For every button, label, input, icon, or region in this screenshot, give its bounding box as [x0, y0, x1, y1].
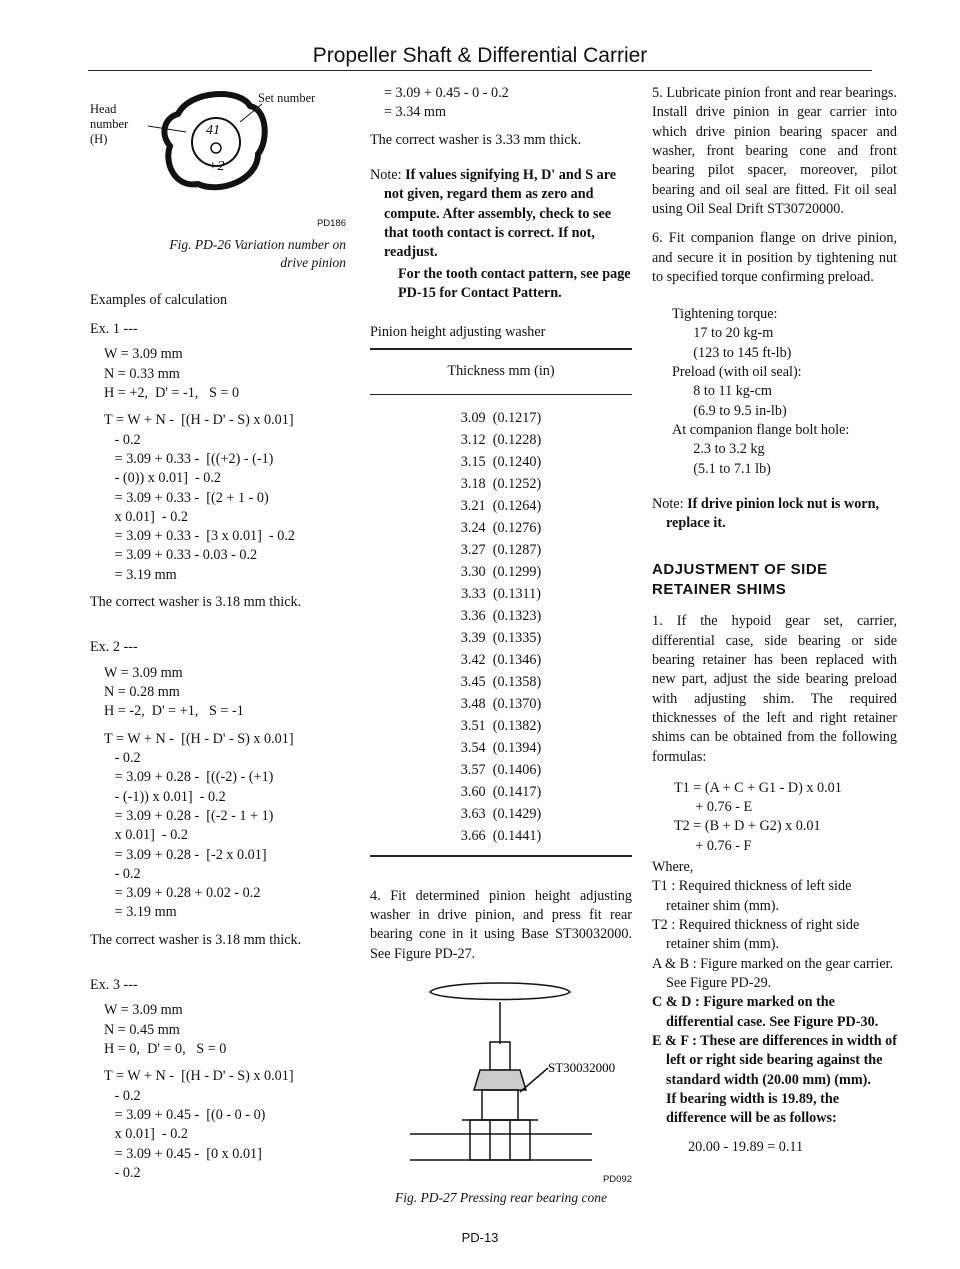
spec-line: Tightening torque:: [672, 306, 778, 323]
note-label: Note:: [652, 495, 684, 512]
example-title: Ex. 1 ---: [90, 321, 138, 338]
table-row: 3.39 (0.1335): [460, 629, 542, 646]
section-title: [652, 560, 897, 601]
example-result: The correct washer is 3.18 mm thick.: [90, 931, 302, 948]
calc-line: = 3.09 + 0.45 - [0 x 0.01]: [104, 1145, 262, 1162]
head-number-mark: +2: [208, 159, 225, 174]
calc-line: = 3.09 + 0.45 - [(0 - 0 - 0): [104, 1106, 266, 1123]
table-row: 3.42 (0.1346): [460, 651, 542, 668]
calc-line: T = W + N - [(H - D' - S) x 0.01]: [104, 730, 294, 747]
caption-line: Fig. PD-26 Variation number on: [169, 237, 346, 252]
definition-item: [652, 916, 897, 955]
definition-key: E & F: [652, 1032, 689, 1049]
calc-line: - (-1)) x 0.01] - 0.2: [104, 788, 226, 805]
calc-line: x 0.01] - 0.2: [104, 1126, 188, 1143]
step-4: 4. Fit determined pinion height adjusting washer in drive pinion, and press fit rear bearing cone in it using Base ST30032000. See Figure PD-27.: [370, 887, 632, 962]
table-row: 3.21 (0.1264): [460, 497, 542, 514]
example3-continued: [370, 84, 632, 123]
page-number: PD-13: [461, 1230, 499, 1245]
bearing-calc: 20.00 - 19.89 = 0.11: [688, 1139, 804, 1156]
tool-label: ST30032000: [548, 1060, 616, 1075]
figure-caption: [90, 236, 346, 273]
calc-line: - 0.2: [104, 1164, 141, 1181]
calc-line: = 3.09 + 0.33 - [3 x 0.01] - 0.2: [104, 528, 295, 545]
table-row: 3.09 (0.1217): [460, 409, 542, 426]
formula-line: + 0.76 - F: [674, 837, 752, 854]
step-1: 1. If the hypoid gear set, carrier, differential case, side bearing or side bearing retainer has been replaced with new part, adjust the side bearing preload with adjusting shim. The required thicknesses of the left and right retainer shims can be obtained from the following formulas:: [652, 613, 897, 765]
calc-line: = 3.09 + 0.28 + 0.02 - 0.2: [104, 885, 261, 902]
table-row: 3.63 (0.1429): [460, 805, 542, 822]
example-result: The correct washer is 3.33 mm thick.: [370, 131, 582, 148]
calc-line: = 3.09 + 0.28 - [(-2 - 1 + 1): [104, 807, 274, 824]
step-5: 5. Lubricate pinion front and rear bearings. Install drive pinion in gear carrier into which drive pinion bearing spacer and washer, front bearing cone and front bearing pilot spacer, moreover, pilot bearing and oil seal are fitted. Fit oil seal using Oil Seal Drift ST30720000.: [652, 85, 897, 217]
spec-line: 17 to 20 kg-m: [672, 325, 774, 342]
formula-line: + 0.76 - E: [674, 799, 753, 816]
table-title: Pinion height adjusting washer: [370, 324, 546, 341]
calc-line: = 3.34 mm: [384, 104, 446, 121]
header-rule: [88, 70, 872, 71]
definition-value: : Figure marked on the gear carrier. See Figure PD-29.: [666, 955, 894, 991]
calc-line: T = W + N - [(H - D' - S) x 0.01]: [104, 1068, 294, 1085]
head-label-line: (H): [90, 132, 108, 146]
example-values: [90, 664, 346, 722]
spec-line: At companion flange bolt hole:: [672, 422, 850, 438]
calc-line: = 3.09 + 0.33 - 0.03 - 0.2: [104, 547, 258, 564]
calc-line: - 0.2: [104, 1087, 141, 1104]
table-row: 3.30 (0.1299): [460, 563, 542, 580]
calc-line: = 3.09 + 0.45 - 0 - 0.2: [384, 85, 509, 101]
column-right: [652, 84, 897, 1158]
table-row: 3.45 (0.1358): [460, 673, 542, 690]
definition-value: : Required thickness of left side retainer shim (mm).: [666, 878, 852, 914]
column-left: [90, 84, 346, 1183]
table-row: 3.15 (0.1240): [460, 453, 542, 470]
calc-line: x 0.01] - 0.2: [104, 508, 188, 525]
note-text: If drive pinion lock nut is worn, replace it.: [666, 495, 880, 532]
example-calc: [90, 730, 346, 923]
where-label: Where,: [652, 859, 694, 876]
definition-item: [652, 955, 897, 994]
definition-key: C & D: [652, 994, 692, 1011]
example-values: [90, 345, 346, 403]
value-line: N = 0.45 mm: [104, 1021, 180, 1038]
note-label: Note:: [370, 166, 402, 183]
bearing-note: If bearing width is 19.89, the difference will be as follows:: [666, 1090, 840, 1127]
examples-heading: Examples of calculation: [90, 291, 228, 308]
set-number-mark: 41: [206, 123, 220, 138]
calc-line: = 3.19 mm: [104, 904, 177, 921]
spec-line: (6.9 to 9.5 in-lb): [672, 402, 787, 419]
value-line: H = +2, D' = -1, S = 0: [104, 384, 240, 401]
definition-value: : These are differences in width of left or right side bearing against the standard width (20.00 mm) (mm).: [666, 1032, 897, 1088]
definition-item: [652, 1032, 897, 1090]
figure-caption: Fig. PD-27 Pressing rear bearing cone: [395, 1189, 607, 1205]
table-row: 3.33 (0.1311): [461, 585, 541, 602]
table-row: 3.54 (0.1394): [460, 739, 542, 756]
spec-line: (123 to 145 ft-lb): [672, 344, 792, 361]
set-number-label: Set number: [258, 91, 316, 105]
spec-line: Preload (with oil seal):: [672, 364, 802, 381]
definition-value: : Figure marked on the differential case. See Figure PD-30.: [666, 994, 879, 1030]
spec-line: 8 to 11 kg-cm: [672, 383, 772, 400]
table-rule-bottom: [370, 855, 632, 857]
table-row: 3.24 (0.1276): [460, 519, 542, 536]
spec-line: (5.1 to 7.1 lb): [672, 460, 771, 477]
calc-line: - 0.2: [104, 865, 141, 882]
calc-line: - 0.2: [104, 749, 141, 766]
formula-line: T1 = (A + C + G1 - D) x 0.01: [674, 779, 842, 796]
step-6: 6. Fit companion flange on drive pinion, and secure it in position by tightening nut to specified torque confirming preload.: [652, 230, 897, 285]
spec-block: [652, 305, 897, 479]
value-line: N = 0.33 mm: [104, 365, 180, 382]
example-title: Ex. 3 ---: [90, 977, 138, 994]
table-row: 3.60 (0.1417): [460, 783, 542, 800]
calc-line: T = W + N - [(H - D' - S) x 0.01]: [104, 412, 294, 429]
section-title-line: RETAINER SHIMS: [652, 580, 787, 598]
value-line: W = 3.09 mm: [104, 346, 183, 363]
table-row: 3.48 (0.1370): [460, 695, 542, 712]
press-drawing: [370, 974, 632, 1174]
calc-line: = 3.09 + 0.33 - [((+2) - (-1): [104, 450, 274, 467]
example-values: [90, 1001, 346, 1059]
section-title-line: ADJUSTMENT OF SIDE: [652, 560, 828, 578]
pinion-head-drawing: [90, 84, 346, 214]
example-result: The correct washer is 3.18 mm thick.: [90, 594, 302, 611]
value-line: W = 3.09 mm: [104, 664, 183, 681]
example-calc: [90, 411, 346, 585]
table-row: 3.36 (0.1323): [460, 607, 542, 624]
definition-key: A & B: [652, 955, 690, 972]
value-line: N = 0.28 mm: [104, 684, 180, 701]
table-row: 3.27 (0.1287): [460, 541, 542, 558]
table-row: 3.12 (0.1228): [460, 431, 542, 448]
spec-line: 2.3 to 3.2 kg: [672, 441, 765, 458]
table-row: 3.57 (0.1406): [460, 761, 542, 778]
note-block: [370, 166, 632, 303]
pinion-head-outline: [148, 94, 265, 187]
head-label-line: number: [90, 117, 129, 131]
table-rule-top: [370, 348, 632, 350]
value-line: W = 3.09 mm: [104, 1002, 183, 1019]
value-line: H = 0, D' = 0, S = 0: [104, 1041, 227, 1058]
page-header: Propeller Shaft & Differential Carrier: [312, 44, 648, 67]
formula-block: [652, 779, 897, 856]
value-line: H = -2, D' = +1, S = -1: [104, 703, 244, 720]
table-row: 3.18 (0.1252): [460, 475, 542, 492]
note-text-2: For the tooth contact pattern, see page PD-15 for Contact Pattern.: [398, 265, 631, 301]
calc-line: = 3.19 mm: [104, 566, 177, 583]
figure-code: PD092: [602, 1174, 632, 1185]
note-text: If values signifying H, D' and S are not given, regard them as zero and compute. After assembly, check to see that tooth contact is correct. If not, readjust.: [384, 166, 617, 261]
formula-line: T2 = (B + D + G2) x 0.01: [674, 818, 821, 835]
note-block: [652, 495, 897, 534]
definition-item: [652, 993, 897, 1032]
definition-item: [652, 877, 897, 916]
definition-key: T1: [652, 878, 668, 895]
caption-line: drive pinion: [280, 255, 346, 271]
calc-line: = 3.09 + 0.33 - [(2 + 1 - 0): [104, 489, 269, 506]
example-title: Ex. 2 ---: [90, 639, 138, 656]
definition-value: : Required thickness of right side retainer shim (mm).: [666, 917, 860, 953]
calc-line: - (0)) x 0.01] - 0.2: [104, 470, 222, 487]
washer-table: [370, 407, 632, 847]
calc-line: x 0.01] - 0.2: [104, 827, 188, 844]
head-label-line: Head: [90, 102, 117, 116]
table-row: 3.51 (0.1382): [460, 717, 542, 734]
calc-line: = 3.09 + 0.28 - [-2 x 0.01]: [104, 846, 267, 863]
table-header: Thickness mm (in): [447, 363, 555, 380]
table-rule-mid: [370, 394, 632, 395]
calc-line: - 0.2: [104, 431, 141, 448]
definition-key: T2: [652, 917, 668, 934]
definition-list: [652, 877, 897, 1089]
figure-code: PD186: [316, 218, 346, 229]
example-calc: [90, 1067, 346, 1183]
calc-line: = 3.09 + 0.28 - [((-2) - (+1): [104, 769, 274, 786]
column-middle: [370, 84, 632, 1225]
table-row: 3.66 (0.1441): [460, 827, 542, 844]
figure-pd27: [370, 974, 632, 1174]
figure-pd26: [90, 84, 346, 234]
